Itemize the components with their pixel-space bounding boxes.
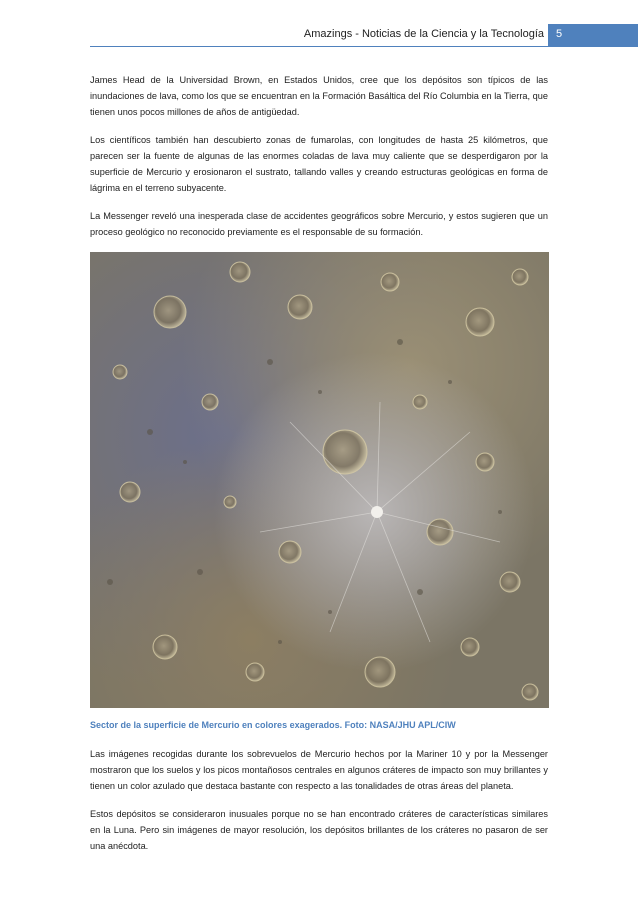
header-rule [90,46,638,47]
paragraph-1: James Head de la Universidad Brown, en Estados Unidos, cree que los depósitos son típicos de las inundaciones de lava, como los que se encuentran en la Formación Basáltica del Río Columbia en la Tierra, que tienen unos pocos millones de años de antigüedad. [90,75,548,117]
paragraph-3: La Messenger reveló una inesperada clase de accidentes geográficos sobre Mercurio, y estos sugieren que un proceso geológico no reconocido previamente es el responsable de su formación. [90,211,548,237]
paragraph-4: Las imágenes recogidas durante los sobrevuelos de Mercurio hechos por la Mariner 10 y por la Messenger mostraron que los suelos y los picos montañosos centrales en algunos cráteres de impacto son muy brillantes y tienen un color azulado que destaca bastante con respecto a las tonalidades de otras áreas del planeta. [90,749,548,791]
paragraph-2: Los científicos también han descubierto zonas de fumarolas, con longitudes de hasta 25 kilómetros, que parecen ser la fuente de algunas de las enormes coladas de lava muy caliente que se desperdigaron por la superficie de Mercurio y erosionaron el sustrato, tallando valles y creando estructuras geológicas en forma de lágrima en el terreno subyacente. [90,135,548,193]
mercury-surface-illustration [90,252,549,708]
mercury-surface-image [90,252,549,708]
page-number-box [548,24,638,46]
page-header [0,24,638,46]
figure-caption: Sector de la superficie de Mercurio en colores exagerados. Foto: NASA/JHU APL/CIW [90,720,456,730]
article-body [90,72,548,866]
page-number: 5 [556,28,563,40]
paragraph-5: Estos depósitos se consideraron inusuales porque no se han encontrado cráteres de características similares en la Luna. Pero sin imágenes de mayor resolución, los depósitos brillantes de los cráteres no pasaron de ser una anécdota. [90,809,548,851]
header-title: Amazings - Noticias de la Ciencia y la Tecnología [303,28,544,40]
